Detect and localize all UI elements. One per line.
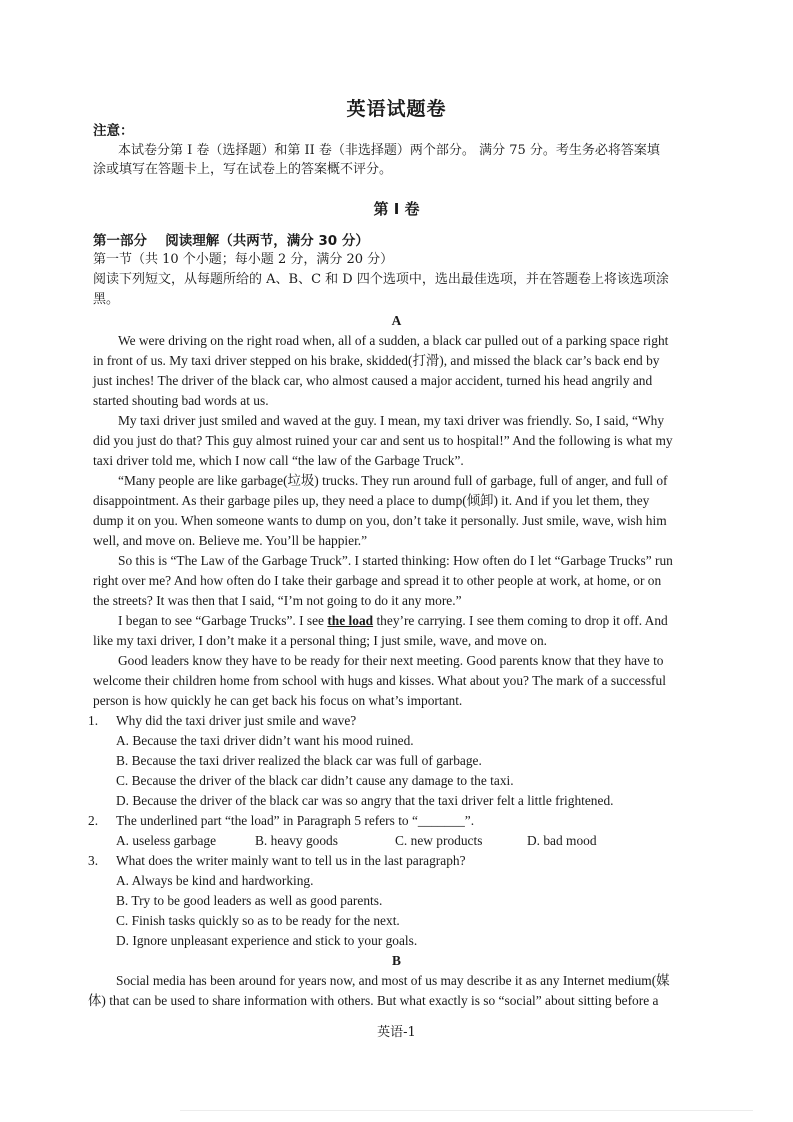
answer-option: D. Ignore unpleasant experience and stick to your goals.	[116, 933, 418, 948]
question-stem: Why did the taxi driver just smile and wave?	[116, 713, 357, 728]
passage-a-label: A	[391, 313, 402, 328]
answer-option: C. Finish tasks quickly so as to be ready for the next.	[116, 913, 400, 928]
answer-option: A. useless garbage	[116, 833, 217, 848]
question-stem: What does the writer mainly want to tell us in the last paragraph?	[116, 853, 466, 868]
answer-option: D. bad mood	[527, 833, 597, 848]
passage-a-line: welcome their children home from school with hugs and kisses. What about you? The mark of a successful	[93, 673, 666, 688]
passage-a-line: just inches! The driver of the black car, who almost caused a major accident, turned his head angrily and	[93, 373, 653, 388]
scan-edge-divider	[180, 1110, 753, 1111]
answer-option: A. Because the taxi driver didn’t want his mood ruined.	[116, 733, 414, 748]
question-number: 1.	[88, 713, 99, 728]
instruction-line-2: 黑。	[93, 292, 120, 307]
passage-a-line: did you just do that? This guy almost ruined your car and sent us to hospital!” And the following is what my	[93, 433, 673, 448]
passage-a-line: like my taxi driver, I don’t make it a personal thing; I just smile, wave, and move on.	[93, 633, 548, 648]
passage-b-label: B	[392, 953, 401, 968]
answer-option: D. Because the driver of the black car was so angry that the taxi driver felt a little frightened.	[116, 793, 614, 808]
passage-a-line: My taxi driver just smiled and waved at the guy. I mean, my taxi driver was friendly. So, I said, “Why	[118, 413, 665, 428]
instruction-line-1: 阅读下列短文，从每题所给的 A、B、C 和 D 四个选项中，选出最佳选项，并在答题卷上将该选项涂	[93, 272, 669, 287]
notice-line-1: 本试卷分第 I 卷（选择题）和第 II 卷（非选择题）两个部分。 满分 75 分。考生务必将答案填	[118, 143, 660, 158]
question-stem: The underlined part “the load” in Paragraph 5 refers to “_______”.	[116, 813, 475, 828]
part1-heading: 第一部分 阅读理解（共两节，满分 30 分）	[93, 233, 369, 249]
passage-a-line: So this is “The Law of the Garbage Truck”. I started thinking: How often do I let “Garbage Trucks” run	[118, 553, 673, 568]
load-line-before: I began to see “Garbage Trucks”. I see	[118, 613, 328, 628]
load-line-after: they’re carrying. I see them coming to drop it off. And	[373, 613, 668, 628]
question-number: 3.	[88, 853, 99, 868]
passage-a-line: Good leaders know they have to be ready for their next meeting. Good parents know that they have to	[118, 653, 664, 668]
passage-a-line: the streets? It was then that I said, “I’m not going to do it any more.”	[93, 593, 462, 608]
answer-option: C. new products	[395, 833, 483, 848]
passage-a-line: taxi driver told me, which I now call “the law of the Garbage Truck”.	[93, 453, 464, 468]
answer-option: B. Try to be good leaders as well as good parents.	[116, 893, 383, 908]
passage-a-line: “Many people are like garbage(垃圾) trucks. They run around full of garbage, full of anger, and full of	[118, 473, 668, 488]
passage-a-line: in front of us. My taxi driver stepped on his brake, skidded(打滑), and missed the black car’s back end by	[93, 353, 660, 368]
passage-a-line: dump it on you. When someone wants to dump on you, don’t take it personally. Just smile, wave, wish him	[93, 513, 667, 528]
passage-a-line: right over me? And how often do I take their garbage and spread it to other people at work, at home, or on	[93, 573, 662, 588]
notice-line-2: 涂或填写在答题卡上，写在试卷上的答案概不评分。	[93, 162, 393, 177]
passage-a-line: We were driving on the right road when, all of a sudden, a black car pulled out of a parking space right	[118, 333, 669, 348]
passage-a-load-line	[118, 611, 668, 631]
question-number: 2.	[88, 813, 99, 828]
volume-title: 第 I 卷	[373, 200, 420, 218]
passage-a-line: well, and move on. Believe me. You’ll be happier.”	[93, 533, 368, 548]
passage-a-line: person is how quickly he can get back his focus on what’s important.	[93, 693, 463, 708]
underlined-the-load: the load	[327, 613, 374, 628]
section-heading: 第一节（共 10 个小题；每小题 2 分，满分 20 分）	[93, 252, 394, 267]
answer-option: C. Because the driver of the black car didn’t cause any damage to the taxi.	[116, 773, 514, 788]
passage-a-line: disappointment. As their garbage piles up, they need a place to dump(倾卸) it. And if you let them, they	[93, 493, 650, 508]
passage-a-line: started shouting bad words at us.	[93, 393, 269, 408]
answer-option: B. heavy goods	[255, 833, 338, 848]
answer-option: B. Because the taxi driver realized the black car was full of garbage.	[116, 753, 482, 768]
page-title: 英语试题卷	[346, 98, 447, 120]
page-footer: 英语-1	[377, 1025, 416, 1040]
passage-b-line: Social media has been around for years now, and most of us may describe it as any Internet medium(媒	[116, 973, 670, 988]
passage-b-line: 体) that can be used to share information with others. But what exactly is so “social” about sitting before a	[88, 993, 659, 1008]
answer-option: A. Always be kind and hardworking.	[116, 873, 314, 888]
notice-label: 注意：	[93, 123, 134, 139]
